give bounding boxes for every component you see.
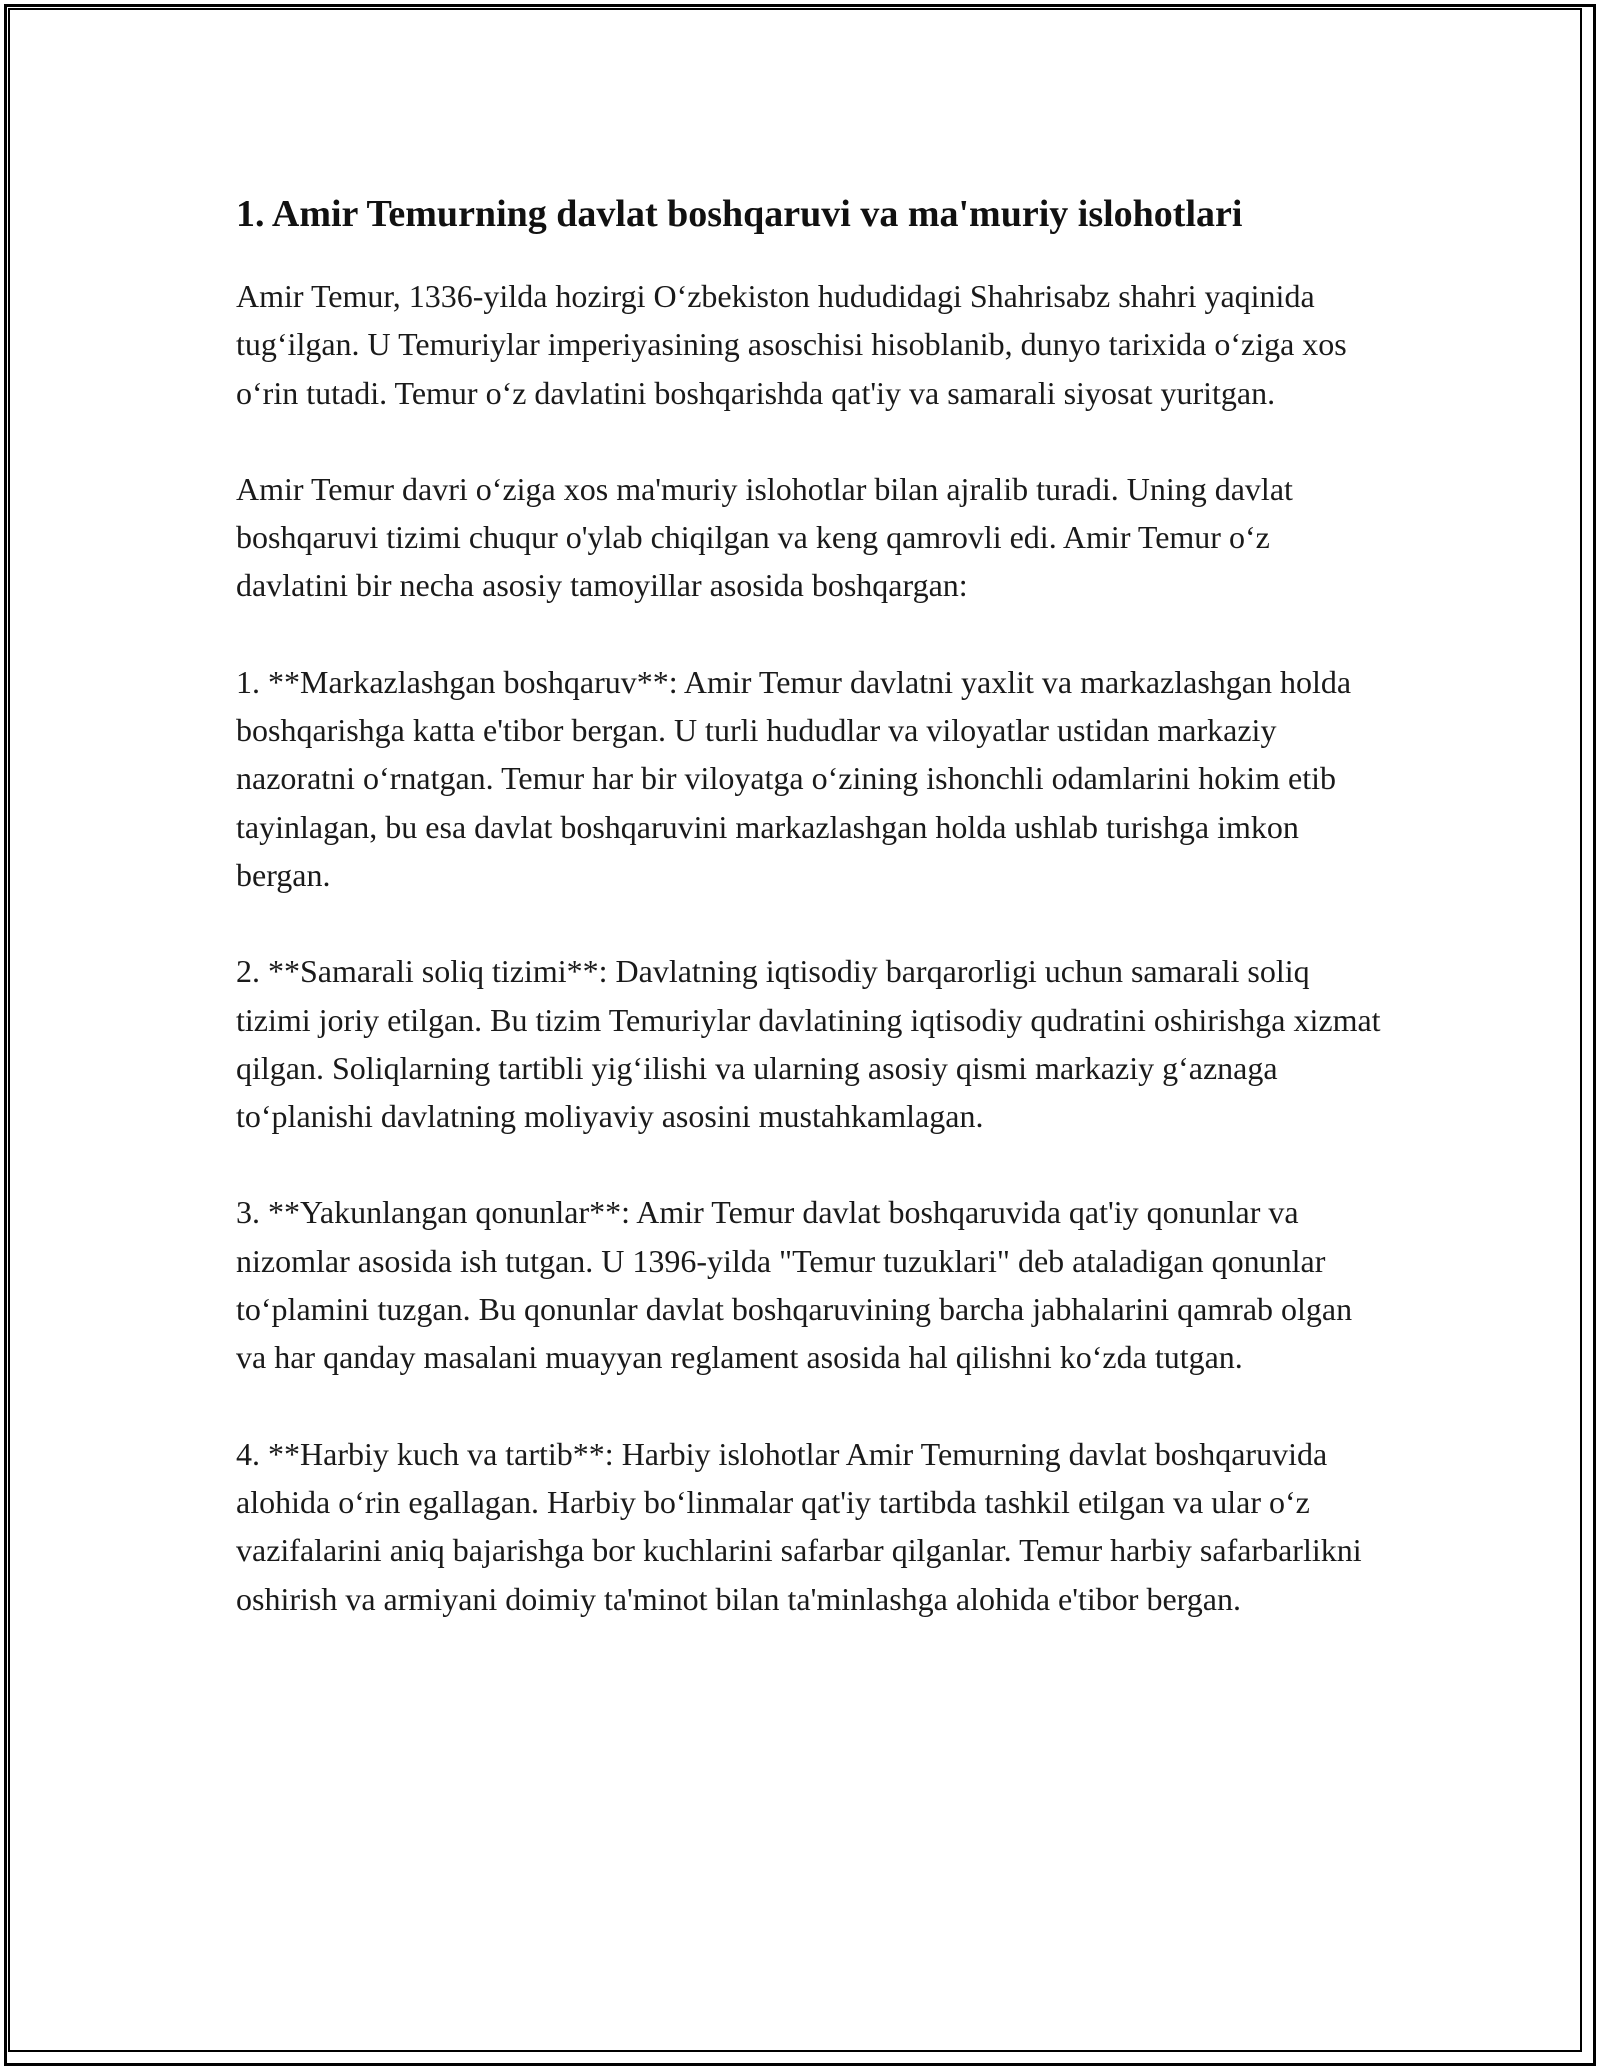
list-item-military: 4. **Harbiy kuch va tartib**: Harbiy islohotlar Amir Temurning davlat boshqaruvida alohida o‘rin egallagan. Harbiy bo‘linmalar qat'iy tartibda tashkil etilgan va ular o‘z vazifalarini aniq bajarishga bor kuchlarini safarbar qilganlar. Temur harbiy safarbarlikni oshirish va armiyani doimiy ta'minot bilan ta'minlashga alohida e'tibor bergan. <box>236 1435 1362 1617</box>
paragraph-intro: Amir Temur, 1336-yilda hozirgi O‘zbekiston hududidagi Shahrisabz shahri yaqinida tug‘ilgan. U Temuriylar imperiyasining asoschisi hisoblanib, dunyo tarixida o‘ziga xos o‘rin tutadi. Temur o‘z davlatini boshqarishda qat'iy va samarali siyosat yuritgan. <box>236 278 1347 411</box>
paragraph-reforms: Amir Temur davri o‘ziga xos ma'muriy islohotlar bilan ajralib turadi. Uning davlat boshqaruvi tizimi chuqur o'ylab chiqilgan va keng qamrovli edi. Amir Temur o‘z davlatini bir necha asosiy tamoyillar asosida boshqargan: <box>236 470 1293 604</box>
list-item-tax-system: 2. **Samarali soliq tizimi**: Davlatning iqtisodiy barqarorligi uchun samarali soliq tizimi joriy etilgan. Bu tizim Temuriylar davlatining iqtisodiy qudratini oshirishga xizmat qilgan. Soliqlarning tartibli yig‘ilishi va ularning asosiy qismi markaziy g‘aznaga to‘planishi davlatning moliyaviy asosini mustahkamlagan. <box>236 953 1381 1135</box>
document-body <box>236 186 1386 1623</box>
document-title: 1. Amir Temurning davlat boshqaruvi va ma'muriy islohotlari <box>236 193 1243 235</box>
list-item-laws: 3. **Yakunlangan qonunlar**: Amir Temur davlat boshqaruvida qat'iy qonunlar va nizomlar asosida ish tutgan. U 1396-yilda "Temur tuzuklari" deb ataladigan qonunlar to‘plamini tuzgan. Bu qonunlar davlat boshqaruvining barcha jabhalarini qamrab olgan va har qanday masalani muayyan reglament asosida hal qilishni ko‘zda tutgan. <box>236 1194 1353 1376</box>
list-item-centralized-governance: 1. **Markazlashgan boshqaruv**: Amir Temur davlatni yaxlit va markazlashgan holda boshqarishga katta e'tibor bergan. U turli hududlar va viloyatlar ustidan markaziy nazoratni o‘rnatgan. Temur har bir viloyatga o‘zining ishonchli odamlarini hokim etib tayinlagan, bu esa davlat boshqaruvini markazlashgan holda ushlab turishga imkon bergan. <box>236 663 1352 893</box>
